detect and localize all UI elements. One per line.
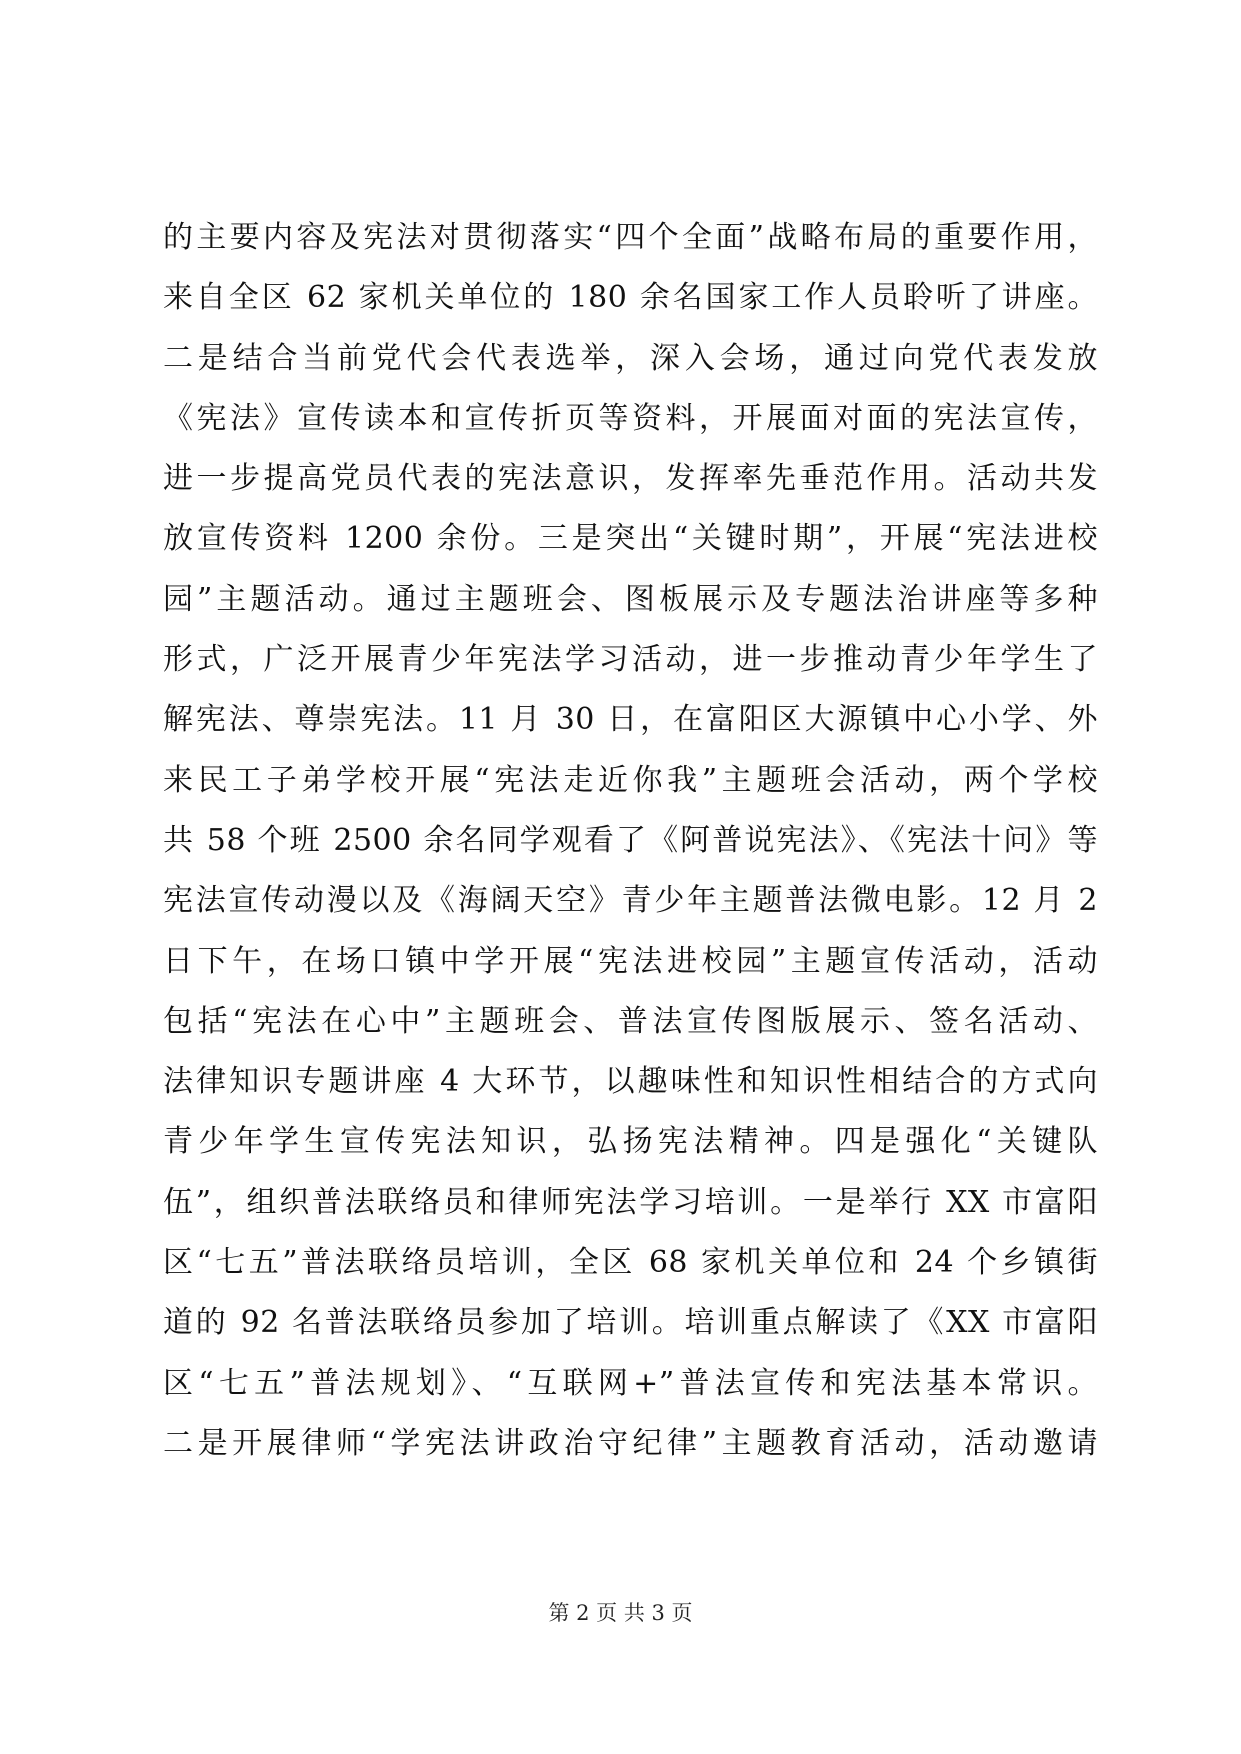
text-line-12: 宪法宣传动漫以及《海阔天空》青少年主题普法微电影。12 月 2 xyxy=(163,883,1098,919)
text-line-10: 来民工子弟学校开展“宪法走近你我”主题班会活动，两个学校 xyxy=(163,762,1098,798)
text-line-8: 形式，广泛开展青少年宪法学习活动，进一步推动青少年学生了 xyxy=(163,642,1098,678)
text-line-2: 来自全区 62 家机关单位的 180 余名国家工作人员聆听了讲座。 xyxy=(163,280,1098,316)
text-line-13: 日下午，在场口镇中学开展“宪法进校园”主题宣传活动，活动 xyxy=(163,943,1098,979)
text-line-21: 二是开展律师“学宪法讲政治守纪律”主题教育活动，活动邀请 xyxy=(163,1425,1098,1461)
text-line-11: 共 58 个班 2500 余名同学观看了《阿普说宪法》、《宪法十问》等 xyxy=(163,822,1098,858)
text-line-4: 《宪法》宣传读本和宣传折页等资料，开展面对面的宪法宣传， xyxy=(163,400,1098,436)
text-line-17: 伍”，组织普法联络员和律师宪法学习培训。一是举行 XX 市富阳 xyxy=(163,1184,1098,1220)
text-line-20: 区“七五”普法规划》、“互联网+”普法宣传和宪法基本常识。 xyxy=(163,1365,1098,1401)
text-line-18: 区“七五”普法联络员培训，全区 68 家机关单位和 24 个乡镇街 xyxy=(163,1245,1098,1281)
page-footer: 第 2 页 共 3 页 xyxy=(548,1601,693,1625)
text-line-15: 法律知识专题讲座 4 大环节，以趣味性和知识性相结合的方式向 xyxy=(163,1064,1098,1100)
text-line-1: 的主要内容及宪法对贯彻落实“四个全面”战略布局的重要作用， xyxy=(163,220,1098,255)
text-line-9: 解宪法、尊崇宪法。11 月 30 日，在富阳区大源镇中心小学、外 xyxy=(163,702,1098,738)
text-line-19: 道的 92 名普法联络员参加了培训。培训重点解读了《XX 市富阳 xyxy=(163,1305,1098,1341)
text-line-5: 进一步提高党员代表的宪法意识，发挥率先垂范作用。活动共发 xyxy=(163,461,1098,497)
text-line-3: 二是结合当前党代会代表选举，深入会场，通过向党代表发放 xyxy=(163,340,1098,376)
text-line-7: 园”主题活动。通过主题班会、图板展示及专题法治讲座等多种 xyxy=(163,581,1098,617)
body-text xyxy=(163,208,1098,1474)
text-line-16: 青少年学生宣传宪法知识，弘扬宪法精神。四是强化“关键队 xyxy=(163,1124,1098,1160)
text-line-6: 放宣传资料 1200 余份。三是突出“关键时期”，开展“宪法进校 xyxy=(163,521,1098,557)
text-line-14: 包括“宪法在心中”主题班会、普法宣传图版展示、签名活动、 xyxy=(163,1003,1098,1039)
